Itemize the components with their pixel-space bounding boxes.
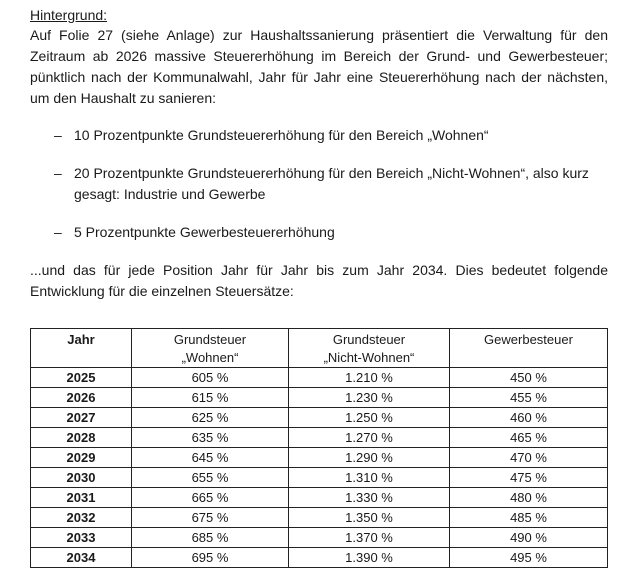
table-row (31, 368, 608, 388)
cell-wohnen: 605 % (132, 368, 289, 388)
bullet-item (30, 222, 608, 243)
cell-gewerbe: 475 % (450, 468, 608, 488)
cell-gewerbe: 480 % (450, 488, 608, 508)
cell-year: 2033 (31, 528, 132, 548)
bullet-item (30, 125, 608, 146)
cell-wohnen: 655 % (132, 468, 289, 488)
cell-nicht-wohnen: 1.350 % (289, 508, 450, 528)
dash-marker: – (54, 224, 62, 240)
cell-nicht-wohnen: 1.370 % (289, 528, 450, 548)
cell-nicht-wohnen: 1.290 % (289, 448, 450, 468)
bullet-text: 20 Prozentpunkte Grundsteuererhöhung für den Bereich „Nicht-Wohnen“, also kurz gesagt: Industrie und Gewerbe (74, 165, 589, 202)
cell-year: 2030 (31, 468, 132, 488)
tax-rate-table (30, 328, 608, 568)
table-body (31, 368, 608, 568)
cell-gewerbe: 465 % (450, 428, 608, 448)
dash-marker: – (54, 165, 62, 181)
cell-gewerbe: 455 % (450, 388, 608, 408)
cell-nicht-wohnen: 1.210 % (289, 368, 450, 388)
cell-nicht-wohnen: 1.230 % (289, 388, 450, 408)
cell-year: 2031 (31, 488, 132, 508)
cell-gewerbe: 485 % (450, 508, 608, 528)
cell-gewerbe: 450 % (450, 368, 608, 388)
table-header-row (31, 329, 608, 368)
cell-wohnen: 675 % (132, 508, 289, 528)
header-line: Grundsteuer (332, 332, 406, 347)
cell-year: 2027 (31, 408, 132, 428)
cell-year: 2026 (31, 388, 132, 408)
cell-year: 2025 (31, 368, 132, 388)
cell-wohnen: 695 % (132, 548, 289, 568)
table-row (31, 428, 608, 448)
header-line: „Nicht-Wohnen“ (323, 350, 415, 365)
bullet-text: 10 Prozentpunkte Grundsteuererhöhung für den Bereich „Wohnen“ (74, 127, 489, 143)
cell-gewerbe: 490 % (450, 528, 608, 548)
cell-gewerbe: 495 % (450, 548, 608, 568)
cell-year: 2032 (31, 508, 132, 528)
table-row (31, 468, 608, 488)
header-year: Jahr (31, 329, 132, 368)
header-grundsteuer-wohnen (132, 329, 289, 368)
table-row (31, 448, 608, 468)
cell-wohnen: 645 % (132, 448, 289, 468)
table-row (31, 528, 608, 548)
cell-nicht-wohnen: 1.390 % (289, 548, 450, 568)
table-row (31, 388, 608, 408)
cell-year: 2028 (31, 428, 132, 448)
cell-wohnen: 685 % (132, 528, 289, 548)
cell-wohnen: 625 % (132, 408, 289, 428)
table-row (31, 488, 608, 508)
document-page (30, 6, 620, 565)
header-line: „Wohnen“ (181, 350, 239, 365)
cell-gewerbe: 460 % (450, 408, 608, 428)
intro-paragraph: Auf Folie 27 (siehe Anlage) zur Haushaltssanierung präsentiert die Verwaltung für den Zeitraum ab 2026 massive Steuererhöhung im Bereich der Grund- und Gewerbesteuer; pünktlich nach der Kommunalwahl, Jahr für Jahr eine Steuererhöhung nach der nächsten, um den Haushalt zu sanieren: (30, 27, 608, 106)
cell-gewerbe: 470 % (450, 448, 608, 468)
cell-wohnen: 665 % (132, 488, 289, 508)
cell-wohnen: 635 % (132, 428, 289, 448)
cell-year: 2034 (31, 548, 132, 568)
cell-nicht-wohnen: 1.270 % (289, 428, 450, 448)
bullet-list (30, 125, 620, 243)
cell-nicht-wohnen: 1.310 % (289, 468, 450, 488)
header-grundsteuer-nicht-wohnen (289, 329, 450, 368)
table-row (31, 508, 608, 528)
outro-paragraph: ...und das für jede Position Jahr für Jahr bis zum Jahr 2034. Dies bedeutet folgende Entwicklung für die einzelnen Steuersätze: (30, 262, 608, 299)
table-row (31, 548, 608, 568)
header-gewerbesteuer: Gewerbesteuer (450, 329, 608, 368)
table-row (31, 408, 608, 428)
section-heading: Hintergrund: (30, 7, 108, 23)
cell-wohnen: 615 % (132, 388, 289, 408)
cell-year: 2029 (31, 448, 132, 468)
dash-marker: – (54, 127, 62, 143)
bullet-item (30, 163, 608, 205)
cell-nicht-wohnen: 1.330 % (289, 488, 450, 508)
cell-nicht-wohnen: 1.250 % (289, 408, 450, 428)
header-line: Grundsteuer (173, 332, 247, 347)
bullet-text: 5 Prozentpunkte Gewerbesteuererhöhung (74, 224, 335, 240)
